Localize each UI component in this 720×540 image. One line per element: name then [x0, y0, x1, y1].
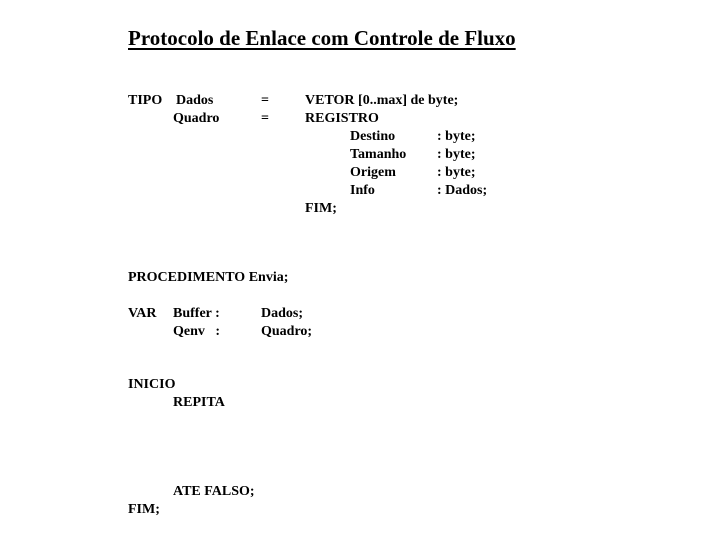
var-buffer-type: Dados; [261, 306, 304, 321]
page-title: Protocolo de Enlace com Controle de Fluxo [128, 26, 516, 50]
procedure-end: FIM; [128, 502, 160, 517]
field-info-type: : Dados; [437, 183, 488, 198]
field-destino-name: Destino [350, 129, 396, 144]
field-tamanho-name: Tamanho [350, 147, 407, 162]
type-dados-name: Dados [176, 93, 214, 108]
registro-end: FIM; [305, 201, 337, 216]
field-destino-type: : byte; [437, 129, 476, 144]
type-quadro-definition: REGISTRO [305, 111, 379, 126]
field-origem-type: : byte; [437, 165, 476, 180]
type-quadro-equals: = [261, 111, 269, 126]
var-buffer-name: Buffer : [173, 306, 220, 321]
type-quadro-name: Quadro [173, 111, 220, 126]
procedure-header: PROCEDIMENTO Envia; [128, 270, 289, 285]
var-keyword: VAR [128, 306, 157, 321]
type-dados-equals: = [261, 93, 269, 108]
tipo-keyword: TIPO [128, 93, 163, 108]
inicio-keyword: INICIO [128, 377, 176, 392]
ate-falso-line: ATE FALSO; [173, 484, 255, 499]
field-origem-name: Origem [350, 165, 396, 180]
field-info-name: Info [350, 183, 375, 198]
repita-keyword: REPITA [173, 395, 225, 410]
type-dados-definition: VETOR [0..max] de byte; [305, 93, 459, 108]
var-qenv-name: Qenv : [173, 324, 221, 339]
field-tamanho-type: : byte; [437, 147, 476, 162]
var-qenv-type: Quadro; [261, 324, 313, 339]
